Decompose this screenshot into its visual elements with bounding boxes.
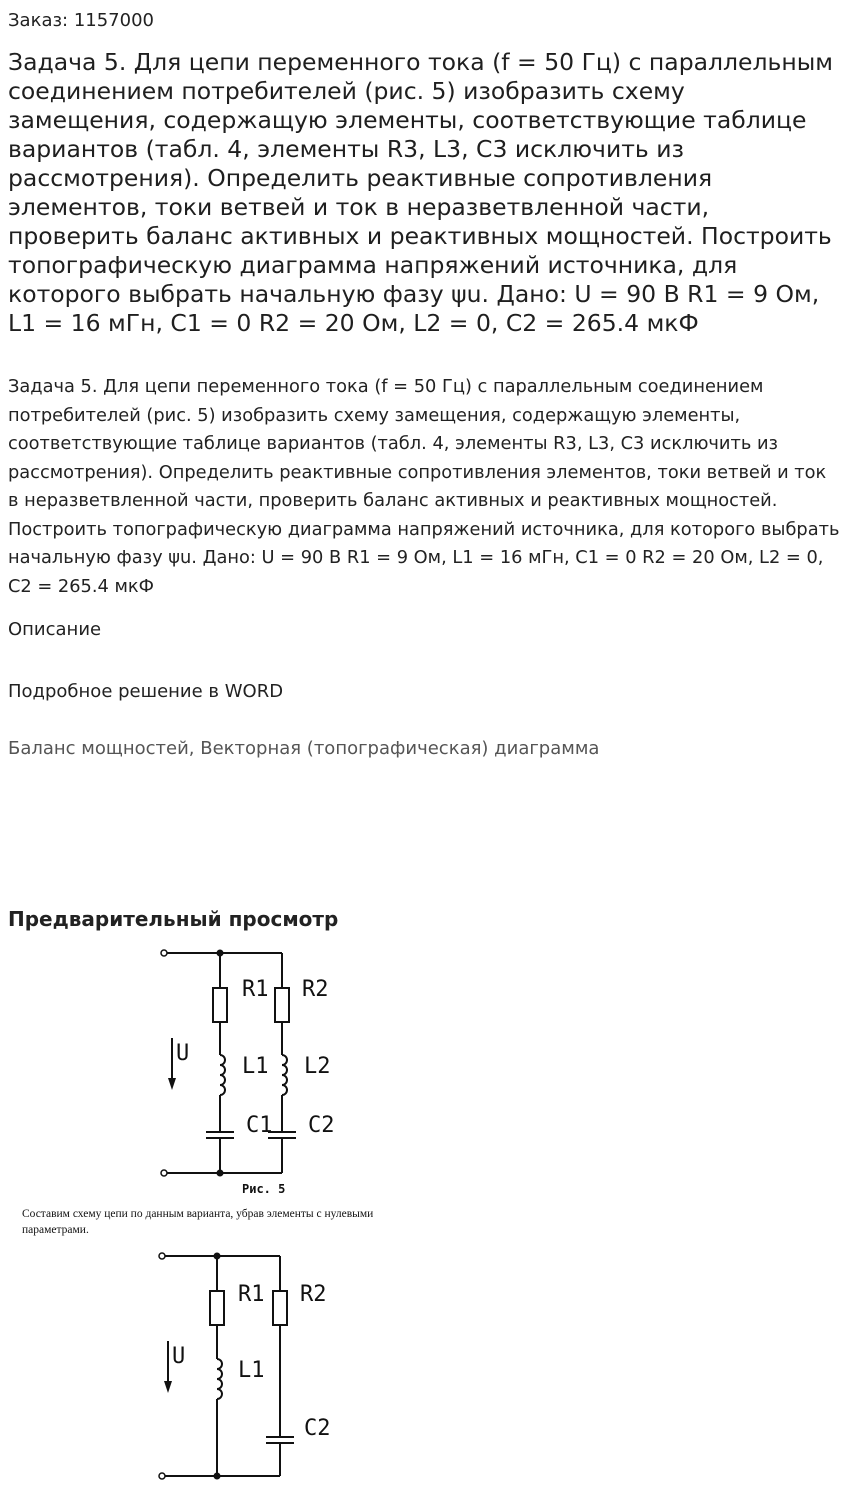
label-l2: L2 [304, 1054, 331, 1079]
task-description: Задача 5. Для цепи переменного тока (f = 50 Гц) с параллельным соединением потребителей (рис. 5) изобразить схему замещения, содержащую элементы, соответствующие таблице вариантов (табл. 4, элементы R3, L3, C3 исключить из рассмотрения). Определить реактивные сопротивления элементов, токи ветвей и ток в неразветвленной части, проверить баланс активных и реактивных мощностей. Построить топографическую диаграмма напряжений источника, для которого выбрать начальную фазу ψu. Дано: U = 90 В R1 = 9 Ом, L1 = 16 мГн, C1 = 0 R2 = 20 Ом, L2 = 0, C2 = 265.4 мкФ [8, 376, 840, 597]
task-title: Задача 5. Для цепи переменного тока (f = 50 Гц) с параллельным соединением потребителей (рис. 5) изобразить схему замещения, содержащую элементы, соответствующие таблице вариантов (табл. 4, элементы R3, L3, C3 исключить из рассмотрения). Определить реактивные сопротивления элементов, токи ветвей и ток в неразветвленной части, проверить баланс активных и реактивных мощностей. Построить топографическую диаграмма напряжений источника, для которого выбрать начальную фазу ψu. Дано: U = 90 В R1 = 9 Ом, L1 = 16 мГн, C1 = 0 R2 = 20 Ом, L2 = 0, C2 = 265.4 мкФ [8, 48, 834, 337]
order-number: Заказ: 1157000 [8, 10, 154, 31]
tags-label[interactable]: Баланс мощностей, Векторная (топографическая) диаграмма [8, 738, 600, 759]
circuit-diagram-fig5 [150, 940, 350, 1202]
figure-caption: Рис. 5 [242, 1182, 286, 1196]
label-r1: R1 [242, 977, 269, 1002]
label-c2: C2 [308, 1113, 335, 1138]
word-solution-label: Подробное решение в WORD [8, 681, 284, 702]
description-heading: Описание [8, 619, 102, 640]
circuit-diagram-reduced [148, 1245, 348, 1490]
preview-heading: Предварительный просмотр [8, 907, 339, 931]
label-c2-reduced: C2 [304, 1416, 331, 1441]
label-c1: C1 [246, 1113, 273, 1138]
label-r2-reduced: R2 [300, 1282, 327, 1307]
label-u-reduced: U [172, 1344, 186, 1369]
label-u: U [176, 1041, 190, 1066]
solution-note: Составим схему цепи по данным варианта, убрав элементы с нулевыми параметрами. [22, 1208, 374, 1236]
label-r1-reduced: R1 [238, 1282, 265, 1307]
label-r2: R2 [302, 977, 329, 1002]
label-l1: L1 [242, 1054, 269, 1079]
label-l1-reduced: L1 [238, 1358, 265, 1383]
